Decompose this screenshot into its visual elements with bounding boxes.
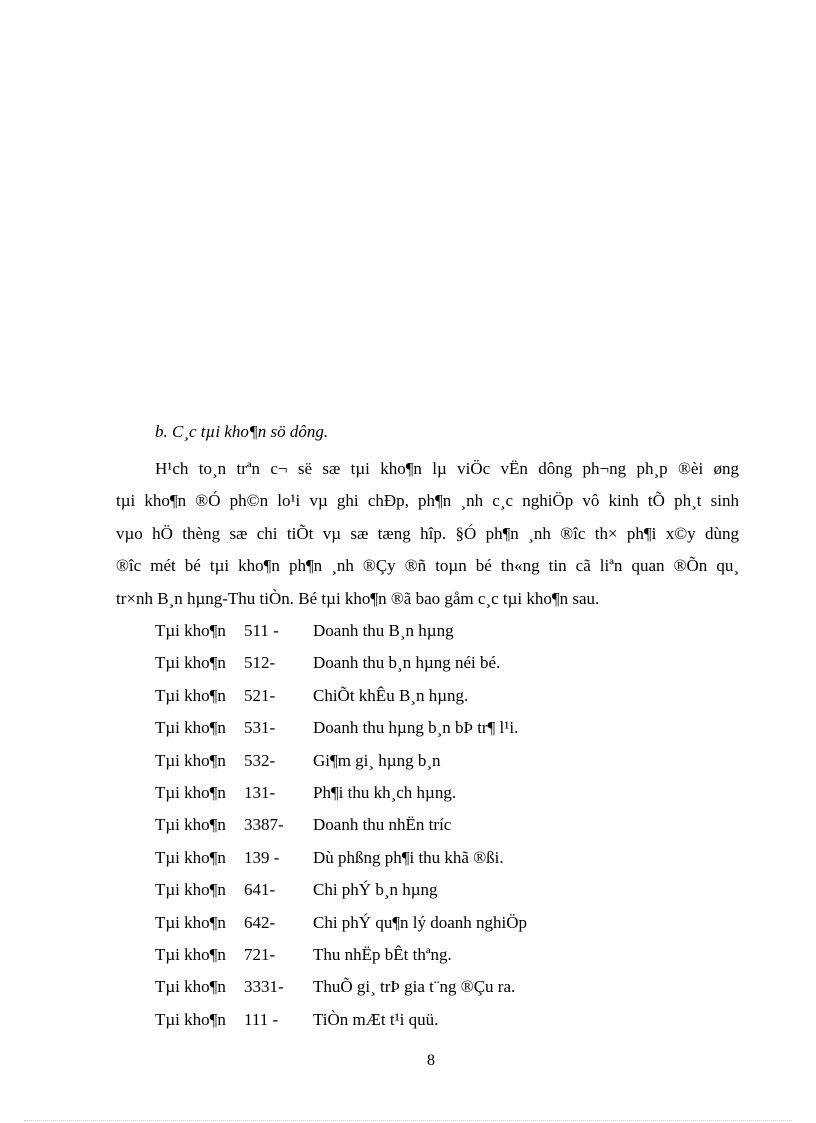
account-description: Doanh thu b¸n hµng néi bé. xyxy=(313,653,501,673)
account-label: Tµi kho¶n xyxy=(155,750,226,770)
account-label: Tµi kho¶n xyxy=(155,977,226,997)
footer-divider xyxy=(24,1120,792,1121)
paragraph-line: H¹ch to¸n trªn c¬ së sæ tµi kho¶n lµ viÖc vËn dông ph¬ng ph¸p ®èi øng xyxy=(155,459,739,478)
account-code: 641- xyxy=(244,880,276,900)
account-item xyxy=(155,712,675,744)
account-code: 721- xyxy=(244,944,276,964)
account-code: 3387- xyxy=(244,815,284,835)
account-label: Tµi kho¶n xyxy=(155,782,226,802)
account-description: Doanh thu hµng b¸n bÞ tr¶ l¹i. xyxy=(313,718,519,738)
account-item xyxy=(155,809,675,841)
account-code: 139 - xyxy=(244,847,280,867)
account-item xyxy=(155,907,675,939)
account-code: 531- xyxy=(244,718,276,738)
account-code: 521- xyxy=(244,685,276,705)
account-label: Tµi kho¶n xyxy=(155,1009,226,1029)
account-code: 3331- xyxy=(244,977,284,997)
account-description: TiÒn mÆt t¹i quü. xyxy=(313,1009,439,1029)
account-list xyxy=(155,615,675,1036)
account-item xyxy=(155,939,675,971)
account-label: Tµi kho¶n xyxy=(155,653,226,673)
account-description: Gi¶m gi¸ hµng b¸n xyxy=(313,750,441,770)
account-item xyxy=(155,615,675,647)
account-item xyxy=(155,680,675,712)
account-description: Doanh thu B¸n hµng xyxy=(313,621,454,640)
account-label: Tµi kho¶n xyxy=(155,880,226,900)
account-description: Ph¶i thu kh¸ch hµng. xyxy=(313,782,457,802)
account-label: Tµi kho¶n xyxy=(155,815,226,835)
account-code: 511 - xyxy=(244,621,279,640)
account-description: ThuÕ gi¸ trÞ gia t¨ng ®Çu ra. xyxy=(313,977,516,997)
account-item xyxy=(155,842,675,874)
account-item xyxy=(155,647,675,679)
account-description: Chi phÝ b¸n hµng xyxy=(313,880,438,900)
account-label: Tµi kho¶n xyxy=(155,944,226,964)
account-label: Tµi kho¶n xyxy=(155,718,226,738)
account-item xyxy=(155,1004,675,1036)
account-item xyxy=(155,745,675,777)
paragraph-line: tr×nh B¸n hµng-Thu tiÒn. Bé tµi kho¶n ®ã bao gåm c¸c tµi kho¶n sau. xyxy=(116,588,600,608)
paragraph-line: vµo hÖ thèng sæ chi tiÕt vµ sæ tæng hîp. §Ó ph¶n ¸nh ®îc th× ph¶i x©y dùng xyxy=(116,523,739,543)
account-label: Tµi kho¶n xyxy=(155,621,226,640)
account-code: 642- xyxy=(244,912,276,932)
account-label: Tµi kho¶n xyxy=(155,685,226,705)
account-code: 111 - xyxy=(244,1009,279,1029)
account-code: 512- xyxy=(244,653,276,673)
account-description: Chi phÝ qu¶n lý doanh nghiÖp xyxy=(313,912,528,932)
account-description: Thu nhËp bÊt thªng. xyxy=(313,944,452,964)
body-paragraph xyxy=(116,453,739,615)
page-number: 8 xyxy=(427,1052,435,1069)
account-item xyxy=(155,971,675,1003)
account-description: Doanh thu nhËn tríc xyxy=(313,815,452,835)
account-code: 532- xyxy=(244,750,276,770)
account-label: Tµi kho¶n xyxy=(155,912,226,932)
account-code: 131- xyxy=(244,782,276,802)
account-item xyxy=(155,777,675,809)
paragraph-line: tµi kho¶n ®Ó ph©n lo¹i vµ ghi chÐp, ph¶n ¸nh c¸c nghiÖp vô kinh tÕ ph¸t sinh xyxy=(116,491,739,511)
account-label: Tµi kho¶n xyxy=(155,847,226,867)
account-item xyxy=(155,874,675,906)
paragraph-line: ®îc mét bé tµi kho¶n ph¶n ¸nh ®Çy ®ñ toµn bé th«ng tin cã liªn quan ®Õn qu¸ xyxy=(116,556,739,576)
account-description: Dù phßng ph¶i thu khã ®ßi. xyxy=(313,847,504,867)
section-heading: b. C¸c tµi kho¶n sö dông. xyxy=(155,422,329,441)
account-description: ChiÕt khÊu B¸n hµng. xyxy=(313,685,469,705)
